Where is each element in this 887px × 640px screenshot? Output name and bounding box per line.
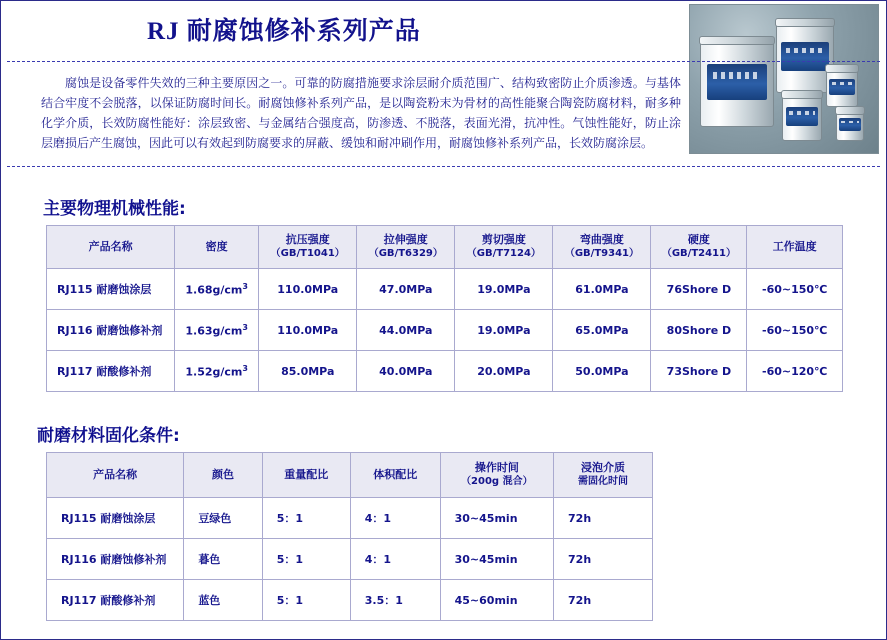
cell-tensile: 40.0MPa (357, 351, 455, 392)
cell-work-time: 45~60min (440, 580, 553, 621)
section-title-mechanical: 主要物理机械性能: (43, 199, 186, 219)
cell-weight-ratio: 5：1 (262, 498, 350, 539)
cell-density: $1.68g/cm^3$ (175, 269, 259, 310)
cell-compressive: 85.0MPa (259, 351, 357, 392)
table-row (47, 351, 843, 392)
cell-hardness: 76Shore D (651, 269, 747, 310)
page-title: RJ 耐腐蚀修补系列产品 (147, 18, 421, 45)
cell-temperature: -60~150℃ (747, 310, 843, 351)
cell-shear: 19.0MPa (455, 310, 553, 351)
cell-work-time: 30~45min (440, 498, 553, 539)
cell-volume-ratio: 3.5：1 (350, 580, 440, 621)
cell-product-name: RJ115 耐磨蚀涂层 (47, 498, 184, 539)
col-bending: 弯曲强度 （GB/T9341） (553, 226, 651, 269)
table-header-row (47, 226, 843, 269)
cell-hardness: 80Shore D (651, 310, 747, 351)
table-row (47, 580, 653, 621)
col-color: 颜色 (184, 453, 262, 498)
col-cure-time: 浸泡介质 需固化时间 (554, 453, 653, 498)
cell-product-name: RJ116 耐磨蚀修补剂 (47, 539, 184, 580)
col-work-time: 操作时间 （200g 混合） (440, 453, 553, 498)
col-shear: 剪切强度 （GB/T7124） (455, 226, 553, 269)
cell-product-name: RJ117 耐酸修补剂 (47, 580, 184, 621)
page-header (1, 1, 886, 63)
cell-volume-ratio: 4：1 (350, 539, 440, 580)
table-row (47, 269, 843, 310)
cell-compressive: 110.0MPa (259, 269, 357, 310)
cell-tensile: 44.0MPa (357, 310, 455, 351)
table-row (47, 498, 653, 539)
cell-shear: 19.0MPa (455, 269, 553, 310)
table-row (47, 539, 653, 580)
cell-cure-time: 72h (554, 498, 653, 539)
cell-color: 暮色 (184, 539, 262, 580)
cell-volume-ratio: 4：1 (350, 498, 440, 539)
cell-bending: 50.0MPa (553, 351, 651, 392)
mechanical-properties-table (46, 225, 843, 392)
cell-hardness: 73Shore D (651, 351, 747, 392)
cell-compressive: 110.0MPa (259, 310, 357, 351)
divider-top (7, 61, 880, 62)
cell-bending: 65.0MPa (553, 310, 651, 351)
curing-conditions-table (46, 452, 653, 621)
divider-bottom (7, 166, 880, 167)
cell-color: 蓝色 (184, 580, 262, 621)
cell-weight-ratio: 5：1 (262, 539, 350, 580)
bucket-mini-icon (836, 109, 864, 141)
cell-product-name: RJ116 耐磨蚀修补剂 (47, 310, 175, 351)
col-hardness: 硬度 （GB/T2411） (651, 226, 747, 269)
col-product-name: 产品名称 (47, 453, 184, 498)
col-product-name: 产品名称 (47, 226, 175, 269)
col-tensile: 拉伸强度 （GB/T6329） (357, 226, 455, 269)
section-title-curing: 耐磨材料固化条件: (37, 426, 180, 446)
table-header-row (47, 453, 653, 498)
cell-shear: 20.0MPa (455, 351, 553, 392)
bucket-tiny-icon (826, 67, 858, 107)
cell-temperature: -60~120℃ (747, 351, 843, 392)
cell-bending: 61.0MPa (553, 269, 651, 310)
cell-work-time: 30~45min (440, 539, 553, 580)
cell-product-name: RJ117 耐酸修补剂 (47, 351, 175, 392)
col-compressive: 抗压强度 （GB/T1041） (259, 226, 357, 269)
cell-cure-time: 72h (554, 539, 653, 580)
cell-density: $1.63g/cm^3$ (175, 310, 259, 351)
cell-color: 豆绿色 (184, 498, 262, 539)
col-weight-ratio: 重量配比 (262, 453, 350, 498)
cell-tensile: 47.0MPa (357, 269, 455, 310)
table-row (47, 310, 843, 351)
product-photo (689, 4, 879, 154)
cell-cure-time: 72h (554, 580, 653, 621)
intro-paragraph: 腐蚀是设备零件失效的三种主要原因之一。可靠的防腐措施要求涂层耐介质范围广、结构致密防止介质渗透。与基体结合牢度不会脱落，以保证防腐时间长。耐腐蚀修补系列产品，是以陶瓷粉末为骨材的高性能聚合陶瓷防腐材料，耐多种化学介质，长效防腐性能好：涂层致密、与金属结合强度高，防渗透、不脱落，表面光滑，抗冲性。气蚀性能好，防止涂层磨损后产生腐蚀，因此可以有效起到防腐要求的屏蔽、缓蚀和耐冲刷作用，耐腐蚀修补系列产品，长效防腐涂层。 (41, 76, 681, 150)
cell-product-name: RJ115 耐磨蚀涂层 (47, 269, 175, 310)
cell-weight-ratio: 5：1 (262, 580, 350, 621)
cell-density: $1.52g/cm^3$ (175, 351, 259, 392)
bucket-large-icon (700, 39, 774, 127)
col-temperature: 工作温度 (747, 226, 843, 269)
col-density: 密度 (175, 226, 259, 269)
cell-temperature: -60~150℃ (747, 269, 843, 310)
col-volume-ratio: 体积配比 (350, 453, 440, 498)
bucket-small-icon (782, 93, 822, 141)
